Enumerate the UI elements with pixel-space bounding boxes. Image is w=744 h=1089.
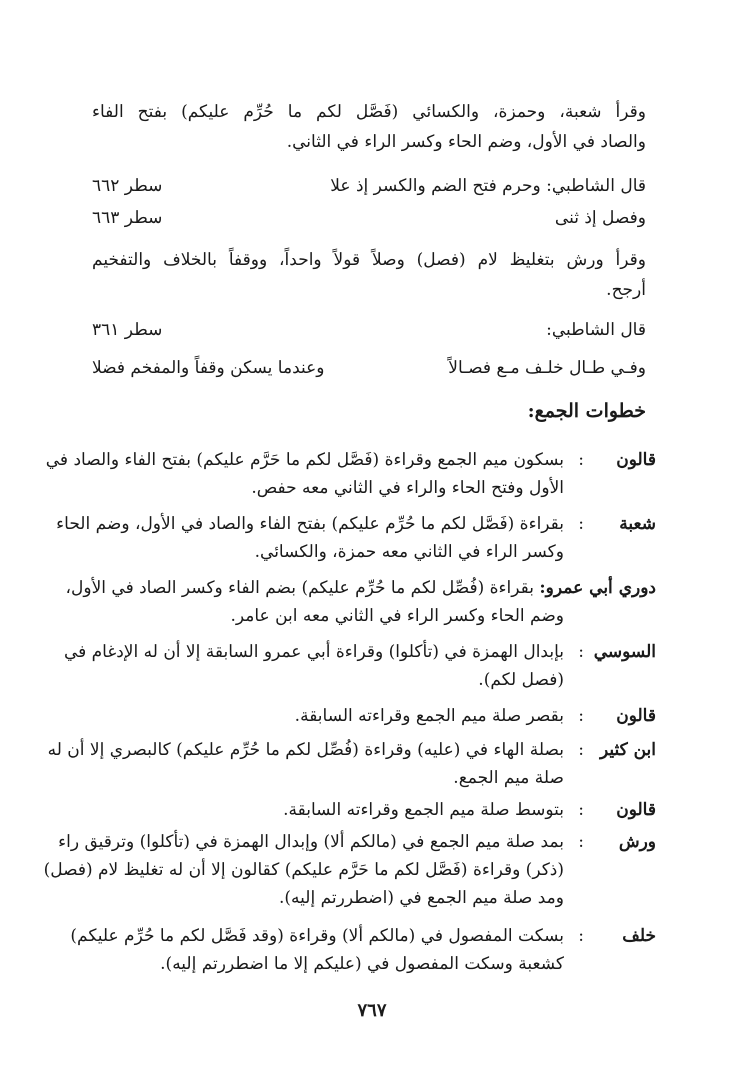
separator: : bbox=[578, 706, 584, 726]
separator: : bbox=[578, 800, 584, 820]
entry-text bbox=[47, 736, 564, 792]
intro-line-2: والصاد في الأول، وضم الحاء وكسر الراء في الثاني. bbox=[286, 132, 646, 152]
entry-line: بسكت المفصول في (مالكم ألا) وقراءة (وقد فَصَّل لكم ما حُرِّم عليكم) bbox=[70, 926, 564, 946]
entry-line: بقراءة (فُصِّل لكم ما حُرِّم عليكم) بضم الفاء وكسر الصاد في الأول، bbox=[65, 578, 534, 598]
entry-text bbox=[70, 922, 564, 978]
verse-hemistich-1: وفـي طـال خلـف مـع فصـالاً bbox=[448, 358, 646, 378]
entry-line: وضم الحاء وكسر الراء في الثاني معه ابن عامر. bbox=[230, 606, 564, 626]
reader-name: قالون bbox=[616, 450, 656, 470]
line-reference: سطر ٦٦٢ bbox=[92, 176, 163, 196]
entry-line: بتوسط صلة ميم الجمع وقراءته السابقة. bbox=[283, 800, 564, 820]
entry-text bbox=[43, 828, 564, 912]
reader-name: قالون bbox=[616, 800, 656, 820]
entry-line: بصلة الهاء في (عليه) وقراءة (فُصِّل لكم ما حُرِّم عليكم) كالبصري إلا أن له bbox=[47, 740, 564, 760]
entry-text bbox=[92, 796, 564, 824]
entry-text bbox=[65, 574, 534, 602]
entry-line: بقراءة (فَصَّل لكم ما حُرِّم عليكم) بفتح الفاء والصاد في الأول، وضم الحاء bbox=[56, 514, 564, 534]
warsh-line-2: أرجح. bbox=[606, 280, 646, 300]
reader-name: شعبة bbox=[619, 514, 656, 534]
separator: : bbox=[578, 514, 584, 534]
entry-line: بسكون ميم الجمع وقراءة (فَصَّل لكم ما حَرَّم عليكم) بفتح الفاء والصاد في bbox=[45, 450, 564, 470]
separator: : bbox=[578, 926, 584, 946]
verse-text: قال الشاطبي: bbox=[546, 320, 646, 340]
entry-line: ومد صلة ميم الجمع في (اضطررتم إليه). bbox=[279, 888, 564, 908]
entry-line: وكسر الراء في الثاني معه حمزة، والكسائي. bbox=[254, 542, 564, 562]
intro-line-1: وقرأ شعبة، وحمزة، والكسائي (فَصَّل لكم ما حُرِّم عليكم) بفتح الفاء bbox=[92, 102, 646, 122]
entry-line: بمد صلة ميم الجمع في (مالكم ألا) وإبدال الهمزة في (تأكلوا) وترقيق راء bbox=[58, 832, 564, 852]
entry-text bbox=[45, 446, 564, 502]
separator: : bbox=[578, 740, 584, 760]
entry-line: صلة ميم الجمع. bbox=[453, 768, 564, 788]
reader-name: دوري أبي عمرو: bbox=[539, 578, 656, 598]
page-number: ٧٦٧ bbox=[357, 1000, 387, 1021]
entry-text bbox=[92, 702, 564, 730]
line-reference: سطر ٣٦١ bbox=[92, 320, 163, 340]
verse-hemistich-2: وعندما يسكن وقفاً والمفخم فضلا bbox=[92, 358, 325, 378]
reader-name: قالون bbox=[616, 706, 656, 726]
reader-name: ابن كثير bbox=[599, 740, 656, 760]
entry-line: الأول وفتح الحاء والراء في الثاني معه حفص. bbox=[251, 478, 564, 498]
line-reference: سطر ٦٦٣ bbox=[92, 208, 163, 228]
section-heading: خطوات الجمع: bbox=[527, 400, 646, 422]
separator: : bbox=[578, 642, 584, 662]
reader-name: السوسي bbox=[593, 642, 656, 662]
verse-text: وفصل إذ ثنى bbox=[554, 208, 646, 228]
entry-line: كشعبة وسكت المفصول في (عليكم إلا ما اضطررتم إليه). bbox=[160, 954, 564, 974]
entry-line: (ذكر) وقراءة (فَصَّل لكم ما حَرَّم عليكم) كقالون إلا أن له تغليظ لام (فصل) bbox=[43, 860, 564, 880]
entry-text bbox=[56, 510, 564, 566]
separator: : bbox=[578, 450, 584, 470]
entry-text bbox=[63, 638, 564, 694]
verse-text: قال الشاطبي: وحرم فتح الضم والكسر إذ علا bbox=[330, 176, 646, 196]
entry-line: بإبدال الهمزة في (تأكلوا) وقراءة أبي عمرو السابقة إلا أن له الإدغام في bbox=[63, 642, 564, 662]
reader-name: ورش bbox=[618, 832, 656, 852]
entry-text-continued bbox=[92, 602, 564, 630]
reader-name: خلف bbox=[622, 926, 656, 946]
warsh-line-1: وقرأ ورش بتغليظ لام (فصل) وصلاً قولاً واحداً، ووقفاً بالخلاف والتفخيم bbox=[92, 250, 646, 270]
separator: : bbox=[578, 832, 584, 852]
entry-line: (فصل لكم). bbox=[478, 670, 564, 690]
entry-line: بقصر صلة ميم الجمع وقراءته السابقة. bbox=[294, 706, 564, 726]
